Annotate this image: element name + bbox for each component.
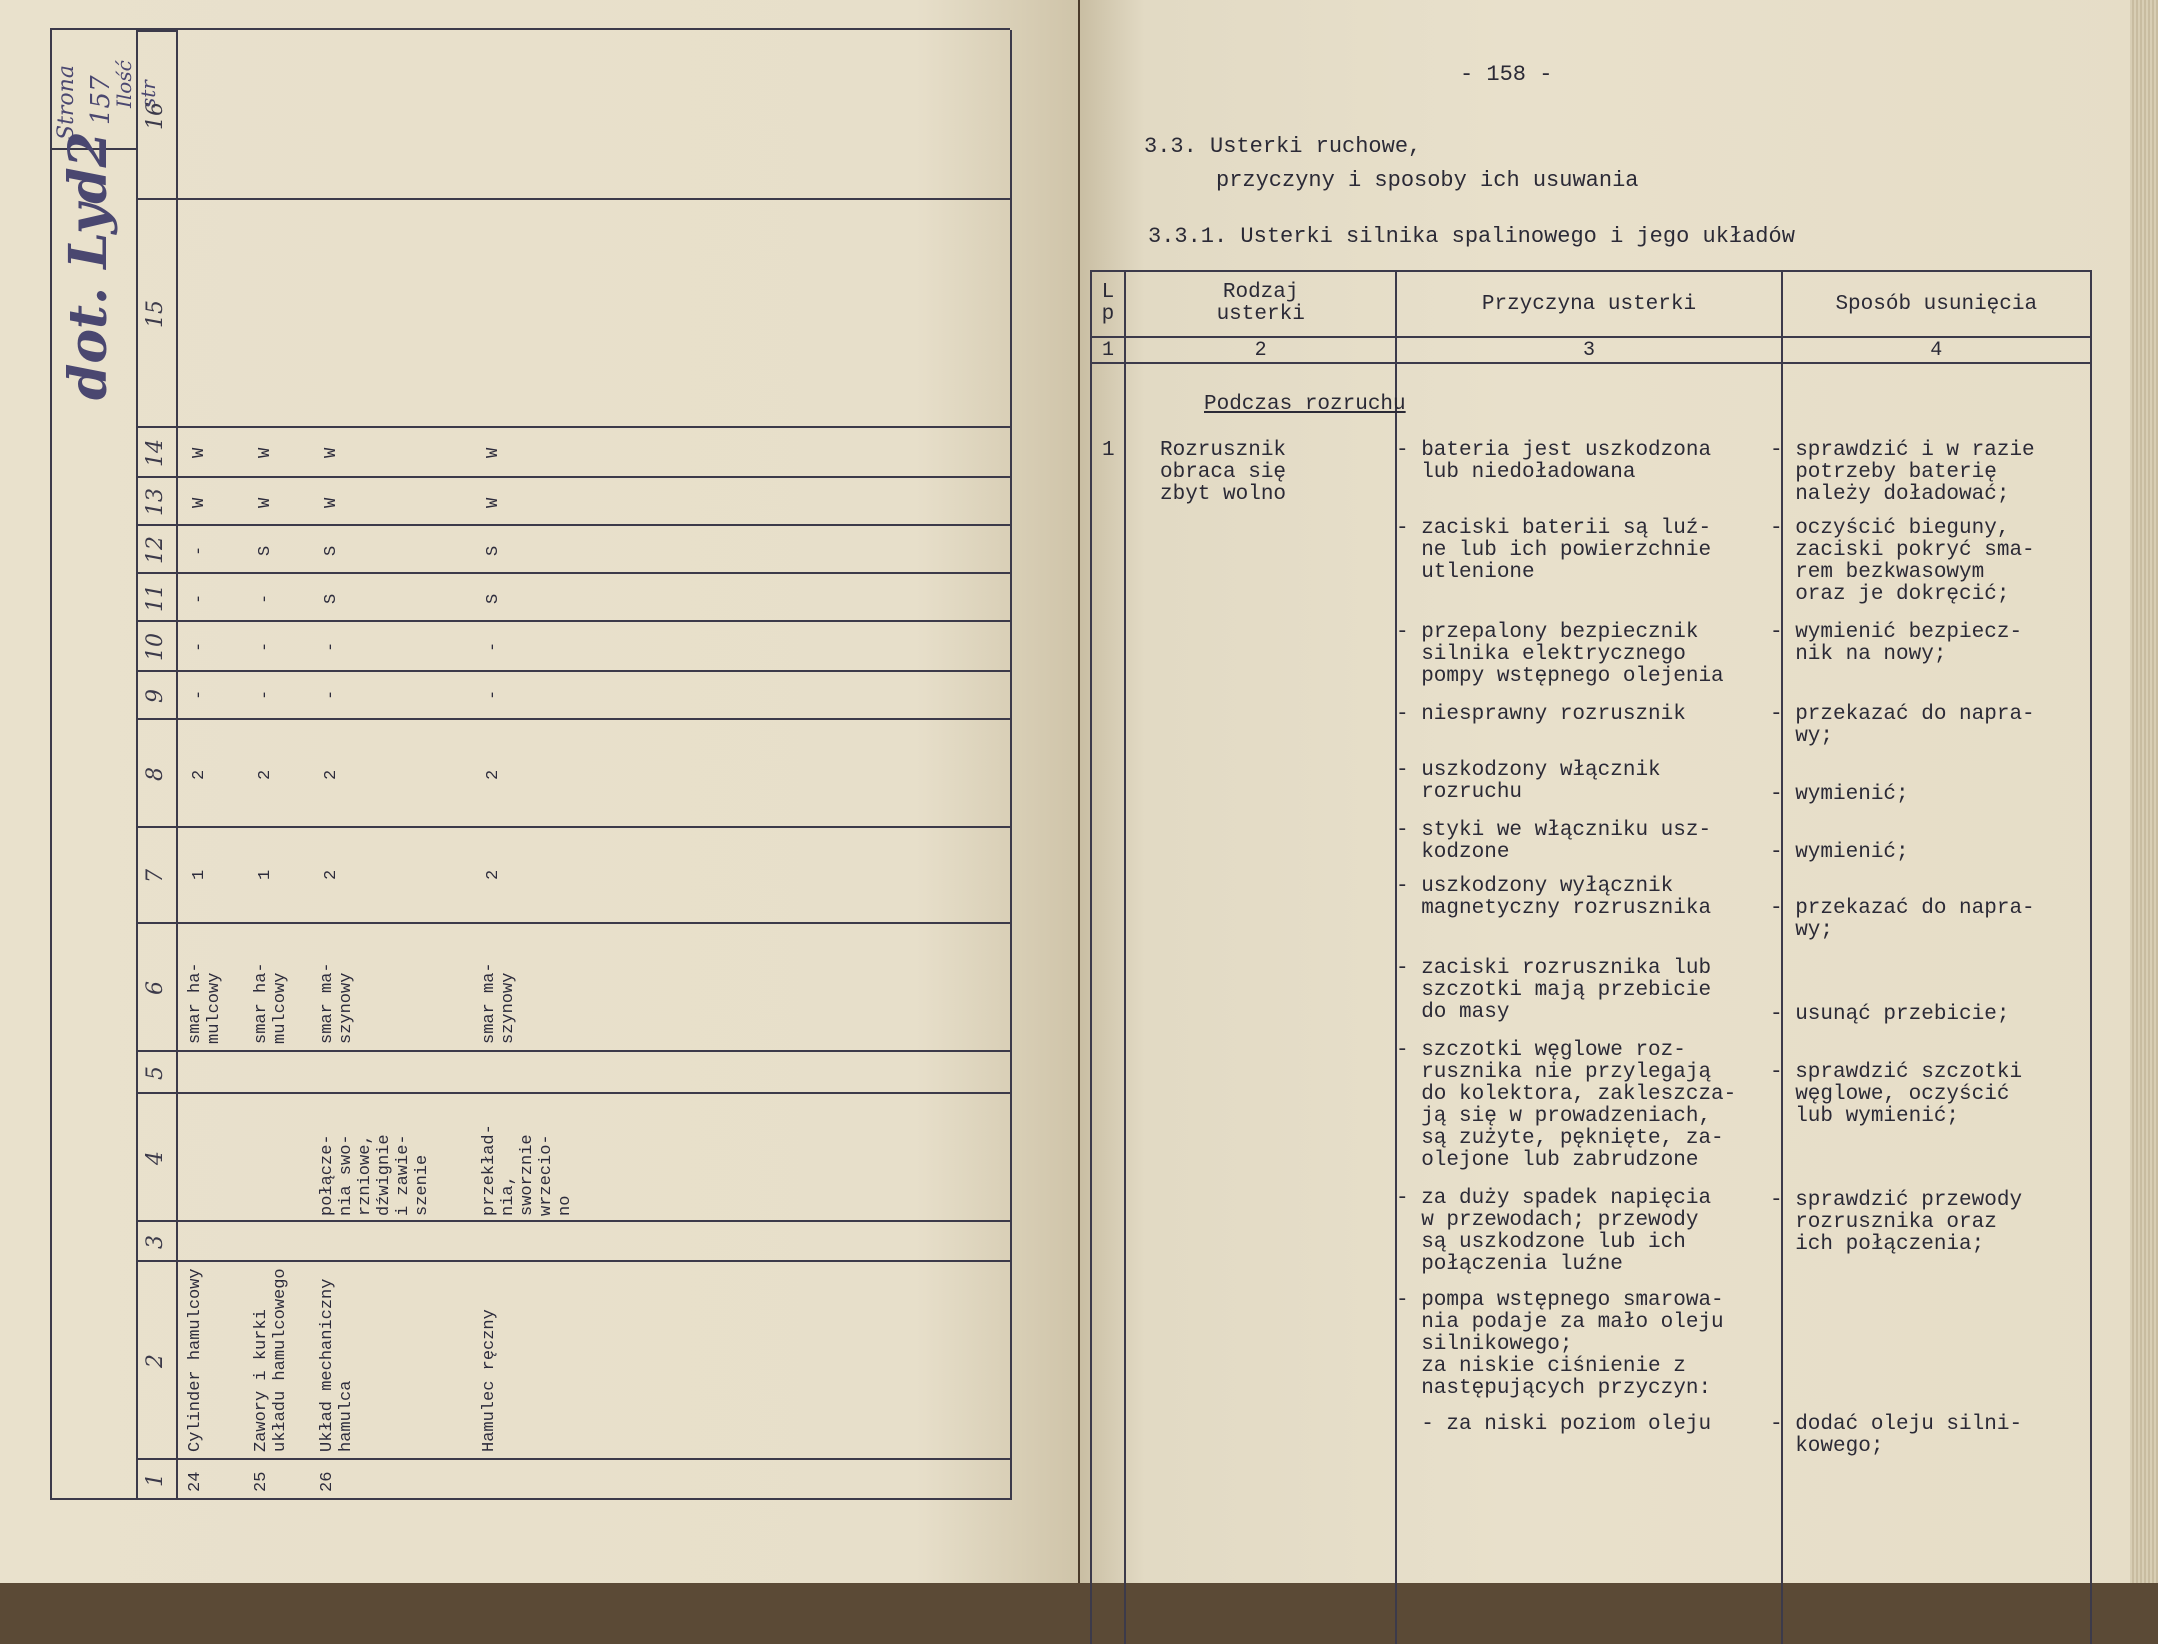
col-number: 12 xyxy=(136,524,176,574)
row-c12: S xyxy=(322,545,341,556)
remedy-entry: - usunąć przebicie; xyxy=(1770,1003,2010,1026)
row-c12: S xyxy=(484,545,503,556)
col-number: 10 xyxy=(136,620,176,672)
row-c11: S xyxy=(484,593,503,604)
row-c14: W xyxy=(256,447,275,458)
book-page-edge xyxy=(2130,0,2158,1583)
row-c13: W xyxy=(256,497,275,508)
column-number: 1 xyxy=(1091,337,1125,363)
row-c12: S xyxy=(256,545,275,556)
col-number: 14 xyxy=(136,426,176,478)
cause-entry: - pompa wstępnego smarowa- nia podaje za mało oleju silnikowego; za niskie ciśnienie z następujących przyczyn: xyxy=(1396,1289,1724,1400)
row-c9: - xyxy=(484,689,503,700)
column xyxy=(176,1092,1010,1222)
right-page xyxy=(1080,0,2158,1583)
cause-entry: - uszkodzony wyłącznik magnetyczny rozrusznika xyxy=(1396,875,1712,920)
strona-label: Strona xyxy=(54,65,79,140)
row-c10: - xyxy=(190,641,209,652)
row-lubricant: smar ha- mulcowy xyxy=(186,962,224,1044)
column xyxy=(176,524,1010,574)
row-c8: 2 xyxy=(256,769,275,780)
table-bottom-border xyxy=(1010,30,1012,1500)
fault-description: Rozrusznik obraca się zbyt wolno xyxy=(1160,439,1287,506)
column-number: 3 xyxy=(1396,337,1781,363)
row-lp: 24 xyxy=(186,1471,205,1492)
remedy-entry: - oczyścić bieguny, zaciski pokryć sma- rem bezkwasowym oraz je dokręcić; xyxy=(1770,517,2035,606)
column xyxy=(176,826,1010,924)
column xyxy=(176,198,1010,428)
table-top-border xyxy=(50,30,52,1500)
remedy-entry: - sprawdzić szczotki węglowe, oczyścić lub wymienić; xyxy=(1770,1061,2023,1128)
row-lp: 26 xyxy=(318,1471,337,1492)
row-c8: 2 xyxy=(484,769,503,780)
remedy-entry: - wymienić; xyxy=(1770,841,1909,864)
cause-entry: - przepalony bezpiecznik silnika elektrycznego pompy wstępnego olejenia xyxy=(1396,621,1724,688)
subsection-title: 3.3.1. Usterki silnika spalinowego i jego układów xyxy=(1148,224,1795,249)
col-number: 2 xyxy=(136,1260,176,1460)
table-body-cell xyxy=(1091,363,1125,1644)
row-c12: - xyxy=(190,545,209,556)
row-c8: 2 xyxy=(190,769,209,780)
cause-entry: - bateria jest uszkodzona lub niedoładowana xyxy=(1396,439,1712,484)
row-component: przekład- nia, sworznie wrzecio- no xyxy=(480,1124,575,1216)
row-c8: 2 xyxy=(322,769,341,780)
row-name: Układ mechaniczny hamulca xyxy=(318,1278,356,1452)
col-number: 1 xyxy=(136,1458,176,1500)
col-number: 4 xyxy=(136,1092,176,1222)
row-c9: - xyxy=(190,689,209,700)
rotated-maintenance-table xyxy=(50,30,1010,1500)
col-number: 6 xyxy=(136,922,176,1052)
col-number: 15 xyxy=(136,198,176,428)
table-right-border xyxy=(50,28,1010,30)
section-title: 3.3. Usterki ruchowe, xyxy=(1144,134,1422,159)
header-remedy: Sposób usunięcia xyxy=(1782,271,2091,337)
cause-entry: - za duży spadek napięcia w przewodach; przewody są uszkodzone lub ich połączenia luźne xyxy=(1396,1187,1712,1276)
table-body-cell xyxy=(1125,363,1396,1644)
column xyxy=(176,1260,1010,1460)
col-number: 3 xyxy=(136,1220,176,1262)
remedy-entry: - przekazać do napra- wy; xyxy=(1770,703,2035,748)
row-c10: - xyxy=(322,641,341,652)
left-page-number: 157 xyxy=(86,75,116,125)
row-name: Cylinder hamulcowy xyxy=(186,1268,205,1452)
row-c9: - xyxy=(322,689,341,700)
row-component: połącze- nia swo- rzniowe, dźwignie i zawie- szenie xyxy=(318,1134,432,1216)
row-c13: W xyxy=(190,497,209,508)
remedy-entry: - dodać oleju silni- kowego; xyxy=(1770,1413,2023,1458)
col-number: 16 xyxy=(136,30,176,200)
row-c10: - xyxy=(484,641,503,652)
row-lubricant: smar ma- szynowy xyxy=(480,962,518,1044)
row-c11: - xyxy=(190,593,209,604)
col-number: 5 xyxy=(136,1050,176,1094)
cause-entry: - uszkodzony włącznik rozruchu xyxy=(1396,759,1661,804)
row-lubricant: smar ma- szynowy xyxy=(318,962,356,1044)
cause-entry: - zaciski rozrusznika lub szczotki mają przebicie do masy xyxy=(1396,957,1712,1024)
cause-entry: - zaciski baterii są luź- ne lub ich powierzchnie utlenione xyxy=(1396,517,1712,584)
left-page xyxy=(0,0,1080,1583)
group-label: Podczas rozruchu xyxy=(1204,393,1406,416)
remedy-entry: - przekazać do napra- wy; xyxy=(1770,897,2035,942)
row-c14: W xyxy=(322,447,341,458)
document-title: dot. Lyd2 xyxy=(58,131,119,400)
remedy-entry: - sprawdzić przewody rozrusznika oraz ich połączenia; xyxy=(1770,1189,2023,1256)
column xyxy=(176,476,1010,526)
header-cause: Przyczyna usterki xyxy=(1396,271,1781,337)
column xyxy=(176,1050,1010,1094)
column-number: 2 xyxy=(1125,337,1396,363)
row-c13: W xyxy=(322,497,341,508)
row-c11: S xyxy=(322,593,341,604)
section-subtitle: przyczyny i sposoby ich usuwania xyxy=(1216,168,1639,193)
row-name: Zawory i kurki układu hamulcowego xyxy=(252,1268,290,1452)
row-c14: W xyxy=(190,447,209,458)
right-page-number: - 158 - xyxy=(1460,62,1553,87)
remedy-entry: - sprawdzić i w razie potrzeby baterię należy doładować; xyxy=(1770,439,2035,506)
col-number: 9 xyxy=(136,670,176,720)
column-number: 4 xyxy=(1782,337,2091,363)
column xyxy=(176,670,1010,720)
col-number: 13 xyxy=(136,476,176,526)
cause-entry: - niesprawny rozrusznik xyxy=(1396,703,1686,726)
row-lp: 25 xyxy=(252,1471,271,1492)
row-c7: 1 xyxy=(256,869,275,880)
column xyxy=(176,1220,1010,1262)
row-c9: - xyxy=(256,689,275,700)
row-lubricant: smar ha- mulcowy xyxy=(252,962,290,1044)
column xyxy=(176,620,1010,672)
remedy-entry: - wymienić bezpiecz- nik na nowy; xyxy=(1770,621,2023,666)
row-name: Hamulec ręczny xyxy=(480,1309,499,1452)
header-fault-type: Rodzaj usterki xyxy=(1125,271,1396,337)
col-number: 7 xyxy=(136,826,176,924)
cause-entry: - za niski poziom oleju xyxy=(1396,1413,1712,1436)
row-c7: 1 xyxy=(190,869,209,880)
header-lp: L p xyxy=(1091,271,1125,337)
row-c7: 2 xyxy=(322,869,341,880)
cause-entry: - styki we włączniku usz- kodzone xyxy=(1396,819,1712,864)
column xyxy=(176,922,1010,1052)
column xyxy=(176,1458,1010,1500)
col-number: 11 xyxy=(136,572,176,622)
column xyxy=(176,718,1010,828)
column xyxy=(176,572,1010,622)
row-c13: W xyxy=(484,497,503,508)
column xyxy=(176,426,1010,478)
row-c10: - xyxy=(256,641,275,652)
cause-entry: - szczotki węglowe roz- rusznika nie przylegają do kolektora, zakleszcza- ją się w prowadzeniach, są zużyte, pęknięte, za- olejone lub zabrudzone xyxy=(1396,1039,1737,1172)
row-c11: - xyxy=(256,593,275,604)
ilosc-label: Ilość str xyxy=(112,60,160,108)
row-c14: W xyxy=(484,447,503,458)
remedy-entry: - wymienić; xyxy=(1770,783,1909,806)
item-number: 1 xyxy=(1102,439,1115,462)
row-c7: 2 xyxy=(484,869,503,880)
col-number: 8 xyxy=(136,718,176,828)
